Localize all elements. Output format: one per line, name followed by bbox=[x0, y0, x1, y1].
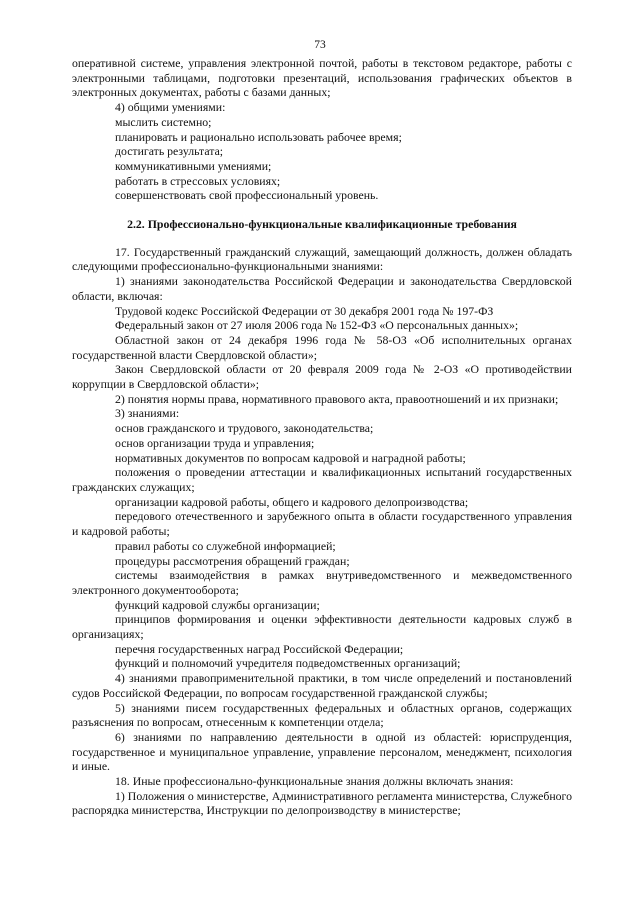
paragraph: основ организации труда и управления; bbox=[115, 435, 315, 450]
paragraph: положения о проведении аттестации и квалификационных испытаний государственных гражданских служащих; bbox=[72, 465, 572, 494]
paragraph: 1) знаниями законодательства Российской Федерации и законодательства Свердловской области, включая: bbox=[72, 274, 572, 303]
paragraph: 6) знаниями по направлению деятельности в одной из областей: юриспруденция, государственное и муниципальное управление, управление персоналом, менеджмент, психология и иные. bbox=[72, 729, 572, 774]
paragraph: 4) общими умениями: bbox=[115, 100, 226, 115]
section-professional-requirements bbox=[72, 245, 572, 818]
paragraph: организации кадровой работы, общего и кадрового делопроизводства; bbox=[115, 494, 469, 509]
paragraph: нормативных документов по вопросам кадровой и наградной работы; bbox=[115, 450, 466, 465]
paragraph: перечня государственных наград Российской Федерации; bbox=[115, 641, 404, 656]
paragraph: оперативной системе, управления электронной почтой, работы в текстовом редакторе, работы с электронными таблицами, подготовки презентаций, использования графических объектов в электронных документах, работы с базами данных; bbox=[72, 56, 572, 100]
paragraph: основ гражданского и трудового, законодательства; bbox=[115, 421, 374, 436]
paragraph: правил работы со служебной информацией; bbox=[115, 538, 336, 553]
paragraph: 3) знаниями: bbox=[115, 406, 180, 421]
paragraph: Трудовой кодекс Российской Федерации от 30 декабря 2001 года № 197-ФЗ bbox=[115, 303, 494, 318]
paragraph: 17. Государственный гражданский служащий, замещающий должность, должен обладать следующими профессионально-функциональными знаниями: bbox=[72, 244, 572, 274]
page-number: 73 bbox=[314, 39, 326, 51]
paragraph: достигать результата; bbox=[115, 144, 224, 159]
paragraph: системы взаимодействия в рамках внутриведомственного и межведомственного электронного документооборота; bbox=[72, 568, 572, 597]
paragraph: Федеральный закон от 27 июля 2006 года № 152-ФЗ «О персональных данных»; bbox=[115, 318, 519, 333]
paragraph: 1) Положения о министерстве, Административного регламента министерства, Служебного распорядка министерства, Инструкции по делопроизводству в министерстве; bbox=[72, 788, 572, 818]
paragraph: 5) знаниями писем государственных федеральных и областных органов, содержащих разъяснения по вопросам, отнесенным к компетенции отдела; bbox=[72, 700, 572, 730]
paragraph: 2) понятия нормы права, нормативного правового акта, правоотношений и их признаки; bbox=[115, 391, 559, 406]
section-general-skills bbox=[72, 56, 572, 203]
paragraph: 4) знаниями правоприменительной практики, в том числе определений и постановлений судов Российской Федерации, по вопросам государственной гражданской службы; bbox=[72, 671, 572, 700]
paragraph: коммуникативными умениями; bbox=[115, 158, 272, 173]
paragraph: Закон Свердловской области от 20 февраля 2009 года № 2-ОЗ «О противодействии коррупции в Свердловской области»; bbox=[72, 362, 572, 392]
paragraph: работать в стрессовых условиях; bbox=[115, 173, 281, 188]
paragraph: совершенствовать свой профессиональный уровень. bbox=[115, 188, 379, 203]
section-heading: 2.2. Профессионально-функциональные квалификационные требования bbox=[127, 217, 517, 232]
paragraph: функций и полномочий учредителя подведомственных организаций; bbox=[115, 656, 461, 671]
paragraph: планировать и рационально использовать рабочее время; bbox=[115, 129, 402, 144]
paragraph: функций кадровой службы организации; bbox=[115, 597, 320, 612]
document-body bbox=[72, 56, 572, 818]
paragraph: принципов формирования и оценки эффективности деятельности кадровых служб в организациях; bbox=[72, 612, 572, 642]
paragraph: мыслить системно; bbox=[115, 114, 212, 129]
paragraph: процедуры рассмотрения обращений граждан; bbox=[115, 553, 350, 568]
paragraph: Областной закон от 24 декабря 1996 года № 58-ОЗ «Об исполнительных органах государственной власти Свердловской области»; bbox=[72, 332, 572, 362]
paragraph: 18. Иные профессионально-функциональные знания должны включать знания: bbox=[115, 774, 514, 789]
paragraph: передового отечественного и зарубежного опыта в области государственного управления и кадровой работы; bbox=[72, 509, 572, 539]
